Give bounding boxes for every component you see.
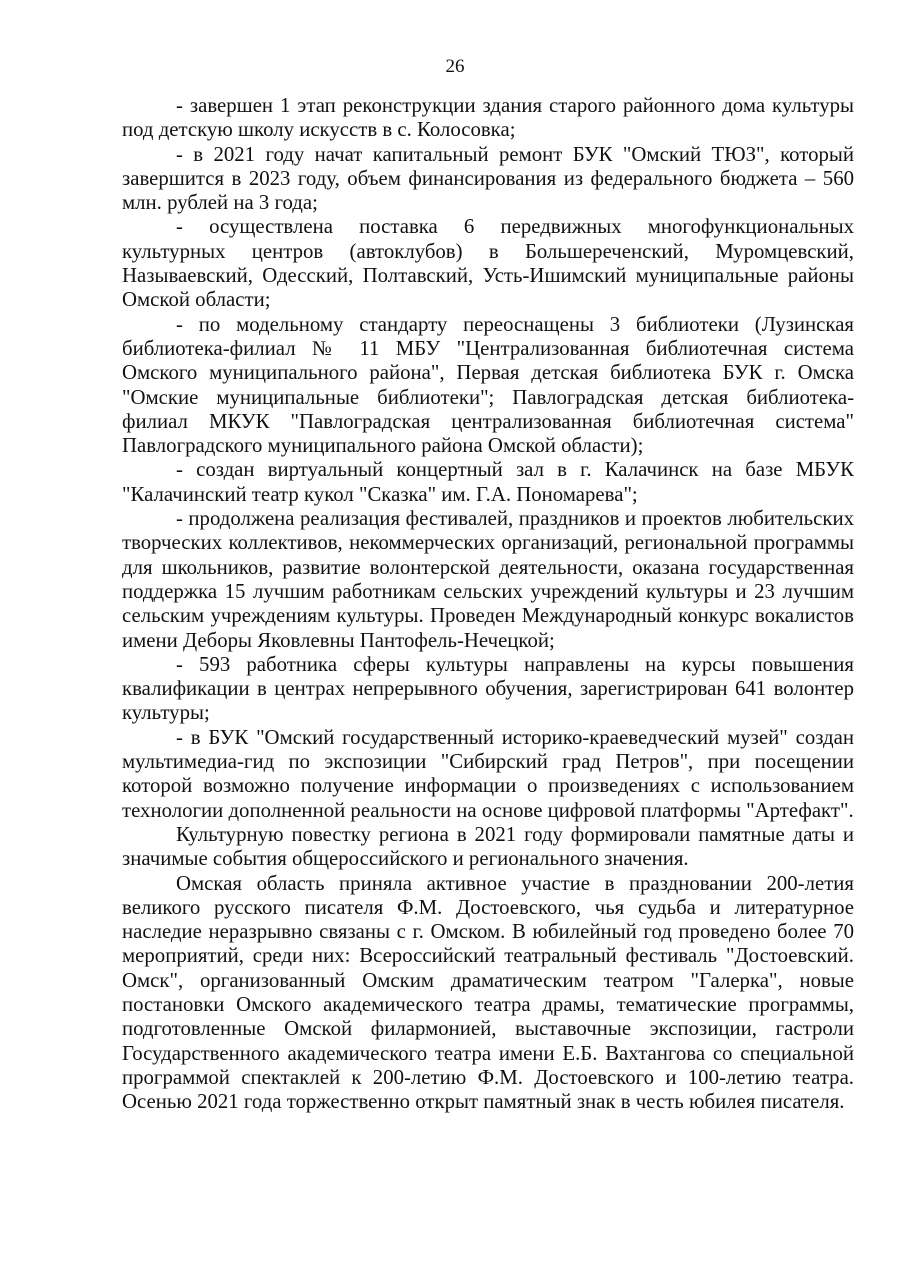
page-number: 26: [445, 56, 465, 77]
paragraph-bullet-festivals: - продолжена реализация фестивалей, праздников и проектов любительских творческих коллективов, некоммерческих организаций, региональной программы для школьников, развитие волонтерской деятельности, оказана государственная поддержка 15 лучшим работникам сельских учреждений культуры и 23 лучшим сельским учреждениям культуры. Проведен Международный конкурс вокалистов имени Деборы Яковлевны Пантофель-Нечецкой;: [122, 507, 854, 652]
paragraph-bullet-concert-hall: - создан виртуальный концертный зал в г. Калачинск на базе МБУК "Калачинский театр кукол "Сказка" им. Г.А. Пономарева";: [122, 458, 854, 506]
paragraph-bullet-libraries: - по модельному стандарту переоснащены 3 библиотеки (Лузинская библиотека-филиал № 11 МБУ "Централизованная библиотечная система Омского муниципального района", Первая детская библиотека БУК г. Омска "Омские муниципальные библиотеки"; Павлоградская детская библиотека-филиал МКУК "Павлоградская централизованная библиотечная система" Павлоградского муниципального района Омской области);: [122, 312, 854, 458]
body-text: [122, 94, 854, 1114]
paragraph-bullet-tyuz: - в 2021 году начат капитальный ремонт БУК "Омский ТЮЗ", который завершится в 2023 году, объем финансирования из федерального бюджета – 560 млн. рублей на 3 года;: [122, 142, 854, 215]
paragraph-bullet-kolosovka: - завершен 1 этап реконструкции здания старого районного дома культуры под детскую школу искусств в с. Колосовка;: [122, 94, 854, 142]
paragraph-dostoevsky: Омская область приняла активное участие в праздновании 200-летия великого русского писателя Ф.М. Достоевского, чья судьба и литературное наследие неразрывно связаны с г. Омском. В юбилейный год проведено более 70 мероприятий, среди них: Всероссийский театральный фестиваль "Достоевский. Омск", организованный Омским драматическим театром "Галерка", новые постановки Омского академического театра драмы, тематические программы, подготовленные Омской филармонией, выставочные экспозиции, гастроли Государственного академического театра имени Е.Б. Вахтангова со специальной программой спектаклей к 200-летию Ф.М. Достоевского и 100-летию театра. Осенью 2021 года торжественно открыт памятный знак в честь юбилея писателя.: [122, 871, 854, 1114]
paragraph-bullet-training: - 593 работника сферы культуры направлены на курсы повышения квалификации в центрах непрерывного обучения, зарегистрирован 641 волонтер культуры;: [122, 652, 854, 725]
paragraph-bullet-museum: - в БУК "Омский государственный историко-краеведческий музей" создан мультимедиа-гид по экспозиции "Сибирский град Петров", при посещении которой возможно получение информации о произведениях с использованием технологии дополненной реальности на основе цифровой платформы "Артефакт".: [122, 725, 854, 822]
paragraph-bullet-avtoklub: - осуществлена поставка 6 передвижных многофункциональных культурных центров (автоклубов) в Большереченский, Муромцевский, Называевский, Одесский, Полтавский, Усть-Ишимский муниципальные районы Омской области;: [122, 215, 854, 312]
paragraph-cultural-agenda: Культурную повестку региона в 2021 году формировали памятные даты и значимые события общероссийского и регионального значения.: [122, 822, 854, 871]
